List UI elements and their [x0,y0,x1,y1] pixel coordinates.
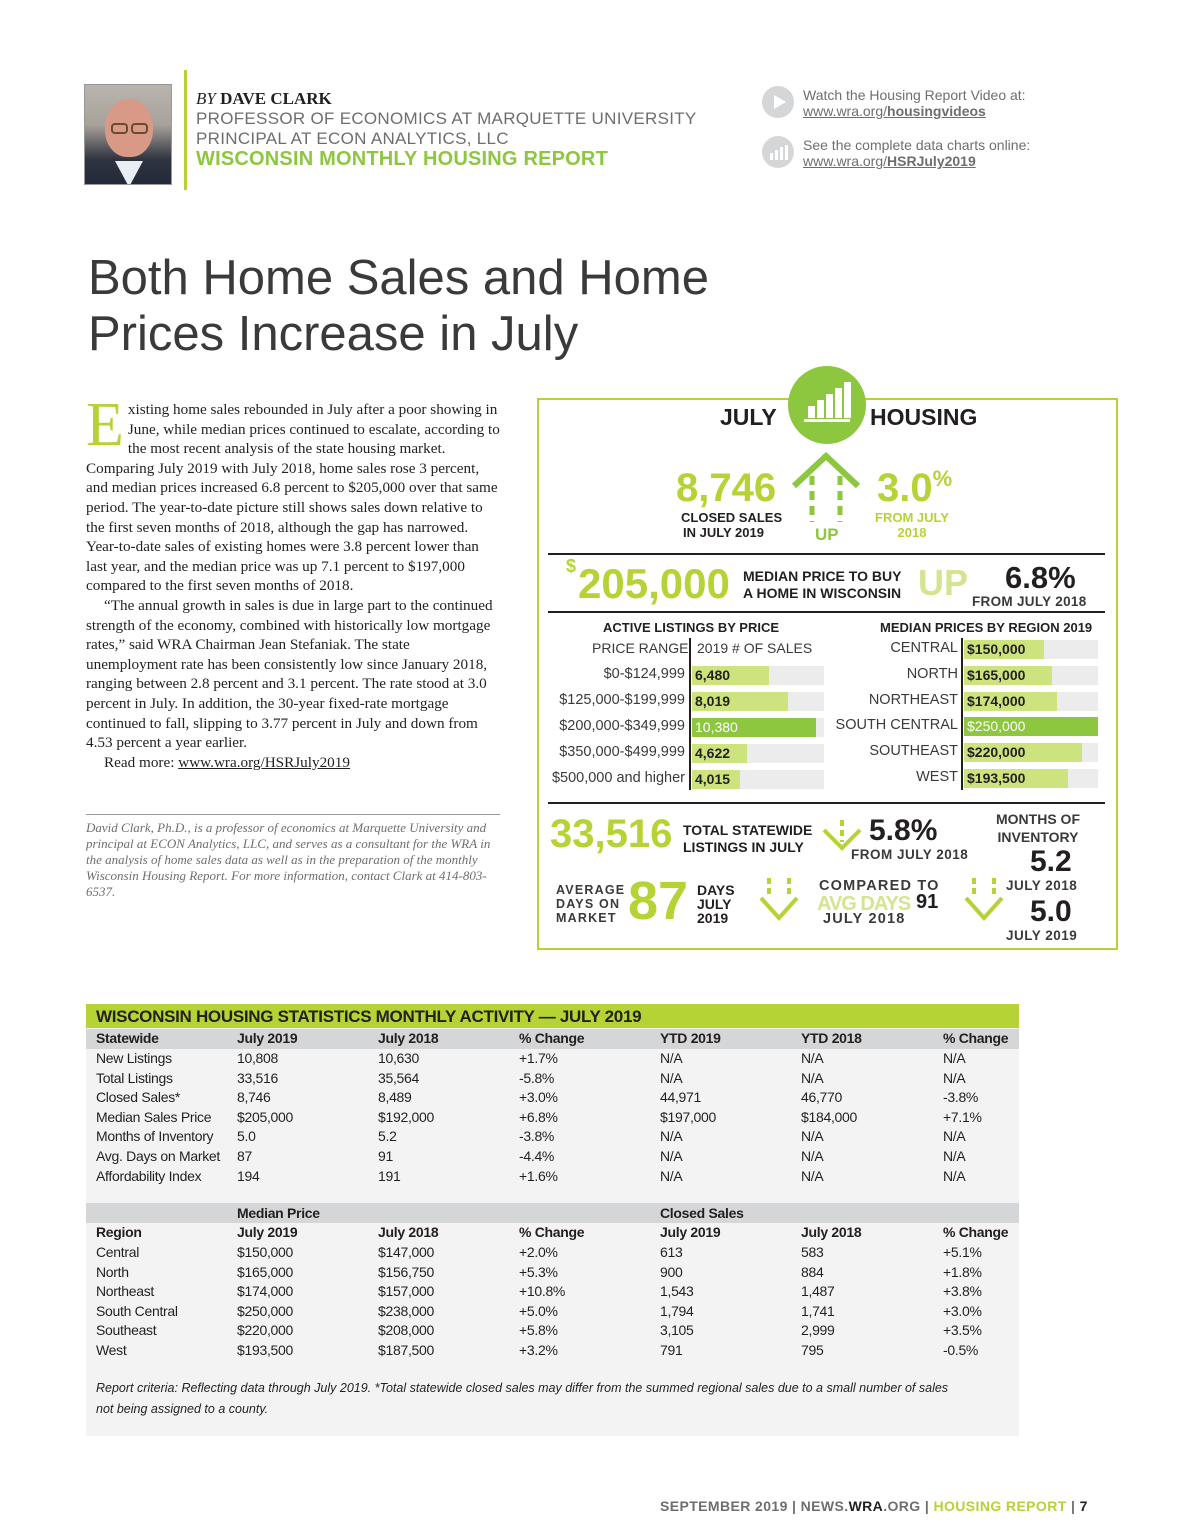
play-video-icon[interactable] [762,86,794,118]
avg-days-2018: 91 [916,891,939,913]
dropcap: E [86,391,124,459]
stats_table-cell: $192,000 [378,1108,434,1125]
region-bar-track [964,666,1098,685]
statistics-title-bar [86,1004,1019,1028]
region-bar-label: $193,500 [967,770,1026,786]
region_table-cell: +2.0% [519,1244,558,1260]
listings-chart-title: ACTIVE LISTINGS BY PRICE [603,620,780,635]
stats_table-cell: N/A [943,1148,966,1164]
months-2019-label: JULY 2019 [1006,928,1078,943]
stats_table-cell: Total Listings [96,1069,173,1086]
region_table-cell: +3.2% [519,1342,558,1358]
region_table-cell: 1,487 [801,1283,835,1300]
stats_table-cell: Avg. Days on Market [96,1148,220,1164]
months-inventory-label: MONTHS OF INVENTORY [996,811,1080,845]
listings-bar-track [692,692,824,711]
region_table-cell: Southeast [96,1322,157,1339]
stats_table-cell: -5.8% [519,1069,555,1086]
listings-bar-label: 4,622 [695,745,731,761]
region_table-cell: +1.8% [943,1263,982,1280]
stats_table-cell: 5.0 [237,1128,256,1145]
stats_table-cell: N/A [943,1128,966,1145]
region_table-cell: South Central [96,1302,178,1319]
avg-days-label: AVERAGE DAYS ON MARKET [556,883,626,925]
stats_table-cell: 46,770 [801,1089,843,1106]
stats_table-cell: Affordability Index [96,1167,202,1184]
region_table-cell: +3.0% [943,1302,982,1319]
charts-promo: See the complete data charts online: www.wra.org/HSRJuly2019 [803,137,1031,169]
stats_table-cell: N/A [660,1128,683,1145]
region-chart-title: MEDIAN PRICES BY REGION 2019 [880,620,1093,635]
region_table-cell: $174,000 [237,1283,293,1300]
median-from-label: FROM JULY 2018 [972,594,1087,609]
region-bar-label: $250,000 [967,718,1026,734]
infographic-july: JULY [720,404,777,430]
region_table-cell: 583 [801,1244,824,1260]
region_table-header: July 2019 [237,1224,298,1240]
stats_table-cell: +6.8% [519,1108,558,1125]
stats_table-cell: 8,746 [237,1089,271,1106]
stats_table-header: YTD 2019 [660,1030,721,1046]
total-listings-change: 5.8% [869,814,938,847]
total-listings-label: TOTAL STATEWIDE LISTINGS IN JULY [683,822,813,855]
stats_table-header: % Change [943,1030,1009,1046]
charts-link[interactable]: www.wra.org/HSRJuly2019 [803,153,976,169]
infographic-housing: HOUSING [870,404,978,430]
listings-bar-track [692,770,824,789]
listings-category-label: $350,000-$499,999 [559,744,685,760]
region-bar-track [964,743,1098,762]
region_table-cell: 3,105 [660,1322,694,1339]
stats_table-cell: Months of Inventory [96,1128,214,1145]
closed-sales-label: CLOSED SALES IN JULY 2019 [681,510,783,540]
stats_table-cell: N/A [801,1069,824,1086]
median-price-label: MEDIAN PRICE TO BUY A HOME IN WISCONSIN [743,568,902,601]
stats_table-cell: N/A [801,1050,824,1066]
divider-2 [548,611,1105,613]
author-title-1: PROFESSOR OF ECONOMICS AT MARQUETTE UNIVERSITY [196,109,697,128]
avg-days-period: DAYS JULY 2019 [697,882,735,926]
region_table-cell: 1,741 [801,1302,835,1319]
stats_table-cell: $184,000 [801,1108,857,1125]
stats_table-cell: -3.8% [519,1128,555,1145]
stats_table-header: July 2018 [378,1030,439,1046]
region-bar-label: $165,000 [967,667,1026,683]
bar-chart-icon [788,366,866,444]
video-link[interactable]: www.wra.org/housingvideos [803,103,986,119]
total-listings-from: FROM JULY 2018 [851,847,969,862]
stats_table-cell: N/A [660,1148,683,1164]
from-july-label: FROM JULY 2018 [875,510,949,540]
region_table-cell: +3.5% [943,1322,982,1339]
region-bar-track [964,692,1098,711]
region_table-cell: $165,000 [237,1263,293,1280]
stats_table-cell: 10,808 [237,1050,279,1066]
stats_table-cell: -3.8% [943,1089,979,1106]
stats_table-cell: New Listings [96,1050,172,1066]
region_table-cell: $208,000 [378,1322,434,1339]
stats_table-cell: N/A [801,1128,824,1145]
region-bar-track [964,769,1098,788]
region_table-cell: 900 [660,1263,683,1280]
listings-bar-label: 10,380 [695,719,738,735]
region_table-cell: West [96,1342,127,1358]
region_table-header: July 2018 [378,1224,439,1240]
stats_table-header: YTD 2018 [801,1030,862,1046]
months-2019-value: 5.0 [1030,895,1072,928]
region_table-cell: 1,543 [660,1283,694,1300]
listings-category-label: $200,000-$349,999 [559,718,685,734]
region_table-cell: 1,794 [660,1302,694,1319]
region_table-cell: $220,000 [237,1322,293,1339]
region_table-cell: +5.0% [519,1302,558,1319]
avg-days-value: 87 [628,871,689,931]
stats_table-cell: $197,000 [660,1108,716,1125]
listings-bar-label: 4,015 [695,771,731,787]
region_table-cell: 613 [660,1244,683,1260]
listings-col-sales: 2019 # OF SALES [697,640,813,656]
stats_table-header: Statewide [96,1030,159,1046]
region_table-header: July 2019 [660,1224,721,1240]
stats_table-cell: 33,516 [237,1069,279,1086]
author-photo [84,84,172,185]
region_table-cell: 791 [660,1342,683,1358]
region-bar-label: $220,000 [967,744,1026,760]
author-bio: David Clark, Ph.D., is a professor of economics at Marquette University and principal at ECON Analytics, LLC, and serves as a consultant for the WRA in the analysis of home sales data as well as in the preparation of the monthly Wisconsin Housing Report. For more information, contact Clark at 414-803-6537. [86,820,491,899]
video-promo: Watch the Housing Report Video at: www.wra.org/housingvideos [803,87,1026,119]
stats_table-cell: Median Sales Price [96,1108,212,1125]
stats_table-cell: $205,000 [237,1108,293,1125]
group-median-price: Median Price [237,1205,320,1221]
median-price-change: 6.8% [1005,560,1076,595]
stats_table-cell: 8,489 [378,1089,412,1106]
stats_table-cell: +1.7% [519,1050,558,1066]
listings-bar-track [692,718,824,737]
region_table-cell: Northeast [96,1283,154,1300]
region_table-cell: 2,999 [801,1322,835,1339]
listings-axis [689,638,691,790]
read-more-link[interactable]: www.wra.org/HSRJuly2019 [178,753,350,771]
total-listings-value: 33,516 [550,812,673,856]
region-category-label: CENTRAL [890,640,958,656]
region_table-cell: $156,750 [378,1263,434,1280]
stats_table-cell: -4.4% [519,1148,555,1164]
group-closed-sales: Closed Sales [660,1205,744,1221]
region_table-header: July 2018 [801,1224,862,1240]
region_table-cell: +10.8% [519,1283,566,1300]
region_table-cell: Central [96,1244,140,1260]
region-bar-track [964,717,1098,736]
region-axis [961,638,963,790]
avg-days-word: AVG DAYS [817,893,911,915]
region_table-cell: +5.1% [943,1244,982,1260]
closed-sales-value: 8,746 [676,466,777,510]
region_table-cell: -0.5% [943,1342,979,1358]
stats_table-header: July 2019 [237,1030,298,1046]
region-bar-track [964,640,1098,659]
region-category-label: SOUTHEAST [869,743,958,759]
region_table-cell: 884 [801,1263,824,1280]
headline: Both Home Sales and Home Prices Increase in July [88,251,709,361]
listings-category-label: $500,000 and higher [551,770,685,786]
region-group-header-bar [86,1203,1019,1223]
region_table-cell: +5.3% [519,1263,558,1280]
page-footer: SEPTEMBER 2019 | NEWS.WRA.ORG | HOUSING REPORT | 7 [660,1498,1088,1514]
stats_table-cell: 44,971 [660,1089,702,1106]
stats_table-cell: 87 [237,1148,252,1164]
stats_table-cell: N/A [943,1050,966,1066]
median-price-value: 205,000 [578,560,730,607]
read-more: Read more: www.wra.org/HSRJuly2019 [104,753,350,771]
stats_table-cell: Closed Sales* [96,1089,181,1106]
author-title-2: PRINCIPAL AT ECON ANALYTICS, LLC [196,129,509,148]
region_table-cell: +5.8% [519,1322,558,1339]
down-arrow-icon-3 [962,876,1006,922]
region_table-cell: North [96,1263,129,1280]
region_table-cell: 795 [801,1342,824,1358]
up-arrow-icon [790,452,862,526]
stats_table-cell: 10,630 [378,1050,420,1066]
stats_table-cell: +7.1% [943,1108,982,1125]
header-divider [184,70,187,190]
region_table-cell: $250,000 [237,1302,293,1319]
region_table-cell: $150,000 [237,1244,293,1260]
stats_table-cell: +1.6% [519,1167,558,1184]
article-body: Existing home sales rebounded in July after a poor showing in June, while median prices continued to escalate, according to the most recent analysis of the state housing market. Comparing July 2019 with July 2018, home sales rose 3 percent, and median prices increased 6.8 percent to $205,000 over that same period. The year-to-date picture still shows sales down relative to the first seven months of 2018, although the gap has narrowed. Year-to-date sales of existing homes were 3.8 percent lower than last year, and the median price was up 7.1 percent to $197,000 compared to the first seven months of 2018. “The annual growth in sales is due in large part to the continued strength of the economy, combined with historically low mortgage rates,” said WRA Chairman Jean Stefaniak. The state unemployment rate has been consistently low since January 2018, ranging between 2.8 percent and 3.1 percent. The rate stood at 3.0 percent in July. In addition, the 30-year fixed-rate mortgage continued to fall, slipping to 3.77 percent in July and down from 4.53 percent a year earlier. Read more: www.wra.org/HSRJuly2019 [86,391,500,771]
region-category-label: WEST [916,769,958,785]
chart-icon[interactable] [762,136,794,168]
stats_table-cell: N/A [660,1167,683,1184]
report-title: WISCONSIN MONTHLY HOUSING REPORT [196,148,608,170]
stats_table-cell: N/A [660,1050,683,1066]
region_table-cell: +3.8% [943,1283,982,1300]
region_table-cell: $147,000 [378,1244,434,1260]
listings-col-range: PRICE RANGE [592,640,689,656]
compared-to-label: COMPARED TO [819,878,940,894]
stats_table-cell: N/A [801,1167,824,1184]
statistics-title: WISCONSIN HOUSING STATISTICS MONTHLY ACTIVITY — JULY 2019 [96,1007,642,1026]
stats_table-cell: 91 [378,1148,393,1164]
region-category-label: NORTH [906,666,958,682]
months-2018-value: 5.2 [1030,845,1072,878]
stats_table-cell: N/A [943,1167,966,1184]
up-label-2: UP [918,562,969,603]
report-criteria-note: Report criteria: Reflecting data through July 2019. *Total statewide closed sales may differ from the summed regional sales due to a small number of sales not being assigned to a county. [96,1381,949,1416]
region-category-label: NORTHEAST [868,692,958,708]
stats_table-cell: 5.2 [378,1128,397,1145]
region_table-cell: $193,500 [237,1342,293,1358]
up-label-1: UP [815,525,839,544]
region_table-cell: $187,500 [378,1342,434,1358]
stats_table-cell: 194 [237,1167,260,1184]
stats_table-cell: 191 [378,1167,401,1184]
region_table-header: % Change [943,1224,1009,1240]
listings-bar-track [692,666,824,685]
byline: BY DAVE CLARK [196,89,332,108]
stats_table-cell: 35,564 [378,1069,420,1086]
stats_table-cell: N/A [943,1069,966,1086]
avg-days-2018-label: JULY 2018 [823,911,906,927]
region_table-header: Region [96,1224,142,1240]
region_table-cell: $157,000 [378,1283,434,1300]
listings-category-label: $125,000-$199,999 [559,692,685,708]
region_table-cell: $238,000 [378,1302,434,1319]
listings-bar-track [692,744,824,763]
divider-3 [548,802,1105,804]
stats_table-cell: +3.0% [519,1089,558,1106]
region_table-header: % Change [519,1224,585,1240]
down-arrow-icon-2 [757,876,801,922]
listings-category-label: $0-$124,999 [603,666,685,682]
listings-bar-label: 6,480 [695,667,731,683]
months-2018-label: JULY 2018 [1006,878,1078,893]
dollar-sign: $ [566,556,577,576]
stats_table-cell: N/A [801,1148,824,1164]
article-paragraph-2: “The annual growth in sales is due in large part to the continued strength of the economy, combined with historically low mortgage rates,” said WRA Chairman Jean Stefaniak. The state unemployment rate has been consistently low since January 2018, ranging between 2.8 percent and 3.1 percent. The rate stood at 3.0 percent in July. In addition, the 30-year fixed-rate mortgage continued to fall, slipping to 3.77 percent in July and down from 4.53 percent a year earlier. [86,596,493,752]
stats_table-cell: N/A [660,1069,683,1086]
stats_table-header: % Change [519,1030,585,1046]
region-category-label: SOUTH CENTRAL [835,717,958,733]
closed-sales-change: 3.0% [877,466,953,510]
region-bar-label: $150,000 [967,641,1026,657]
region-bar-label: $174,000 [967,693,1026,709]
bio-divider [86,814,500,815]
listings-bar-label: 8,019 [695,693,731,709]
divider-1 [548,553,1105,555]
